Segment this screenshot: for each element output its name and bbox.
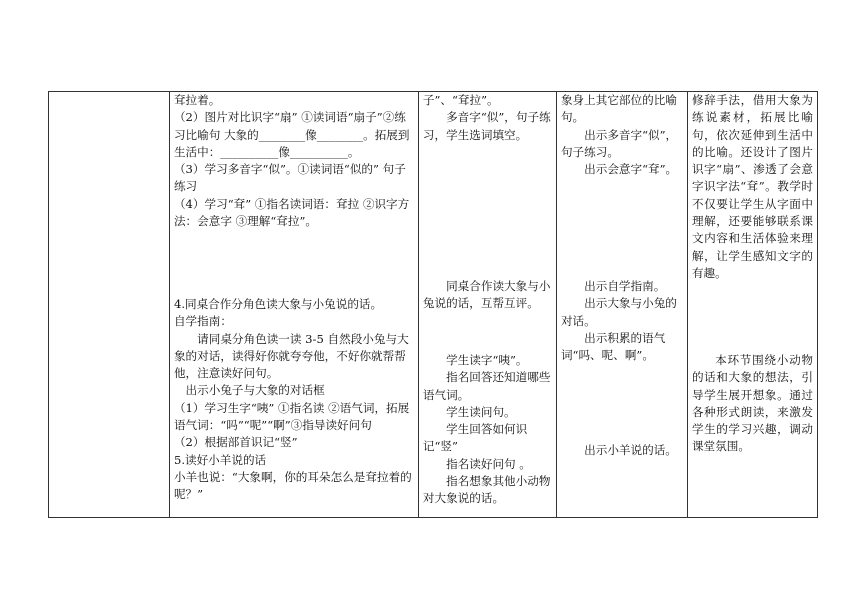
- teacher-line: 出示自学指南。: [584, 279, 666, 293]
- student-line: 学生回答如何识记“竖”: [422, 422, 528, 454]
- process-line: 请同桌分角色读一读 3-5 自然段小兔与大象的对话，读得好你就夸夸他，不好你就帮帮他，注意读好问句。: [173, 331, 409, 381]
- process-line: （4）学习“耷” ①指名读词语：耷拉 ②识字方法：会意字 ③理解“耷拉”。: [173, 196, 410, 229]
- student-line: 指名想象其他小动物对大象说的话。: [422, 474, 551, 506]
- student-line: 指名读好问句 。: [446, 456, 531, 471]
- process-line: 耷拉着。: [173, 93, 221, 107]
- teacher-line: 出示小羊说的话。: [584, 443, 677, 457]
- process-line: （1）学习生字“咦” ①指名读 ②语气词，拓展语气词：“吗”“呢”“啊”③指导读好问句: [173, 400, 410, 433]
- process-line: 4.同桌合作分角色读大象与小兔说的话。: [173, 297, 383, 311]
- intent-text: 修辞手法，借用大象为练说素材，拓展比喻句，依次延伸到生活中的比喻。还设计了图片识字“扇”、渗透了会意字识字法“耷”。教学时不仅要让学生从字面中理解，还要能够联系课文内容和生活体验来理解，让学生感知文字的有趣。: [691, 93, 813, 280]
- design-intent-cell: [687, 92, 817, 518]
- student-line: 指名回答还知道哪些语气词。: [422, 370, 551, 402]
- student-line: 学生读问句。: [446, 404, 516, 419]
- student-line: 同桌合作读大象与小兔说的话，互帮互评。: [422, 279, 551, 311]
- teaching-process-cell: [169, 92, 418, 518]
- process-line: 出示小兔子与大象的对话框: [185, 383, 325, 398]
- stage-column-cell: [49, 92, 170, 518]
- table-row: [49, 92, 818, 518]
- process-line: （2）根据部首识记“竖”: [173, 435, 298, 450]
- teacher-line: 出示会意字“耷”。: [584, 162, 678, 177]
- process-line: （3）学习多音字“似”。①读词语“似的” 句子练习: [173, 162, 406, 194]
- student-activity-cell: [418, 92, 556, 518]
- student-line: 学生读字“咦”。: [446, 353, 528, 367]
- teacher-line: 出示多音字“似”，句子练习。: [560, 127, 678, 159]
- teacher-line: 出示大象与小兔的对话。: [560, 296, 677, 328]
- student-line: 子”、“耷拉”。: [422, 93, 499, 107]
- process-line: （2）图片对比识字“扇” ①读词语“扇子”②练习比喻句 大象的________像________。拓展到生活中：__________像__________。: [173, 110, 410, 159]
- teacher-line: 象身上其它部位的比喻句。: [560, 93, 677, 125]
- process-line: 小羊也说：“大象啊，你的耳朵怎么是耷拉着的呢？”: [173, 469, 412, 502]
- process-line: 5.读好小羊说的话: [173, 452, 267, 467]
- process-line: 自学指南：: [173, 314, 232, 329]
- student-line: 多音字“似”，句子练习，学生选词填空。: [422, 110, 551, 142]
- lesson-plan-table: [48, 91, 818, 518]
- teacher-line: 出示积累的语气词“吗、呢、啊”。: [560, 330, 666, 363]
- intent-text: 本环节围绕小动物的话和大象的想法，引导学生展开想象。通过各种形式朗读，来激发学生的学习兴趣，调动课堂氛围。: [691, 353, 813, 454]
- teacher-activity-cell: [556, 92, 687, 518]
